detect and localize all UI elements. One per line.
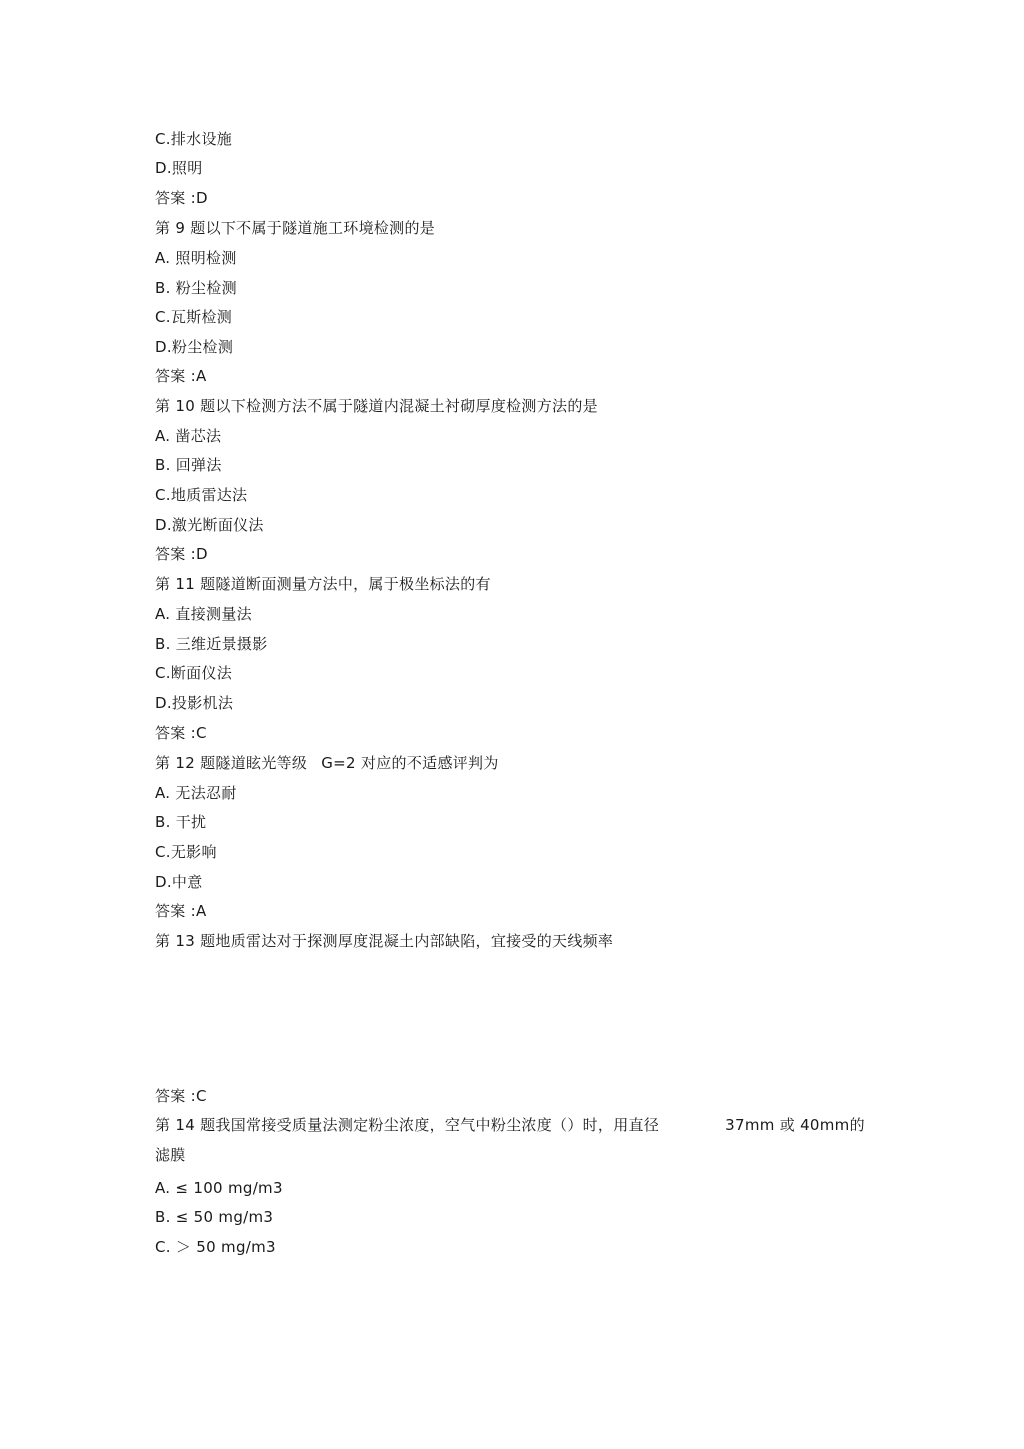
option-line: D.投影机法 [155,694,234,712]
question-text-part1: 第 12 题隧道眩光等级 [155,754,308,772]
option-line: D.中意 [155,873,203,891]
option-line: B. 回弹法 [155,456,222,474]
question-line: 第 11 题隧道断面测量方法中，属于极坐标法的有 [155,575,491,593]
answer-line: 答案 :D [155,189,208,207]
option-line: C.无影响 [155,843,217,861]
option-line: D.激光断面仪法 [155,516,264,534]
answer-line: 答案 :C [155,724,207,742]
answer-line: 答案 :A [155,902,207,920]
option-line: A. 凿芯法 [155,427,222,445]
question-text-part2: 37mm 或 40mm的 [725,1116,865,1134]
question-line-continuation: 滤膜 [155,1146,186,1164]
option-line: B. ≤ 50 mg/m3 [155,1208,274,1226]
question-line: 第 10 题以下检测方法不属于隧道内混凝土衬砌厚度检测方法的是 [155,397,598,415]
option-line: A. 照明检测 [155,249,237,267]
question-line [155,1116,865,1134]
option-line: A. 直接测量法 [155,605,252,623]
option-line: C.瓦斯检测 [155,308,233,326]
answer-line: 答案 :D [155,545,208,563]
answer-line: 答案 :A [155,367,207,385]
option-line: D.照明 [155,159,203,177]
option-line: D.粉尘检测 [155,338,234,356]
option-line: B. 粉尘检测 [155,279,237,297]
question-line: 第 9 题以下不属于隧道施工环境检测的是 [155,219,436,237]
option-line: C.断面仪法 [155,664,233,682]
option-line: C.排水设施 [155,130,233,148]
option-line: B. 干扰 [155,813,207,831]
option-line: B. 三维近景摄影 [155,635,268,653]
answer-line: 答案 :C [155,1087,207,1105]
question-text-part2: G=2 对应的不适感评判为 [321,754,499,772]
option-line: A. 无法忍耐 [155,784,237,802]
option-line: C.地质雷达法 [155,486,248,504]
question-line: 第 13 题地质雷达对于探测厚度混凝土内部缺陷，宜接受的天线频率 [155,932,614,950]
question-text-part1: 第 14 题我国常接受质量法测定粉尘浓度，空气中粉尘浓度（）时，用直径 [155,1116,660,1134]
question-line [155,754,499,772]
option-line: C. ＞ 50 mg/m3 [155,1238,276,1256]
option-line: A. ≤ 100 mg/m3 [155,1179,283,1197]
